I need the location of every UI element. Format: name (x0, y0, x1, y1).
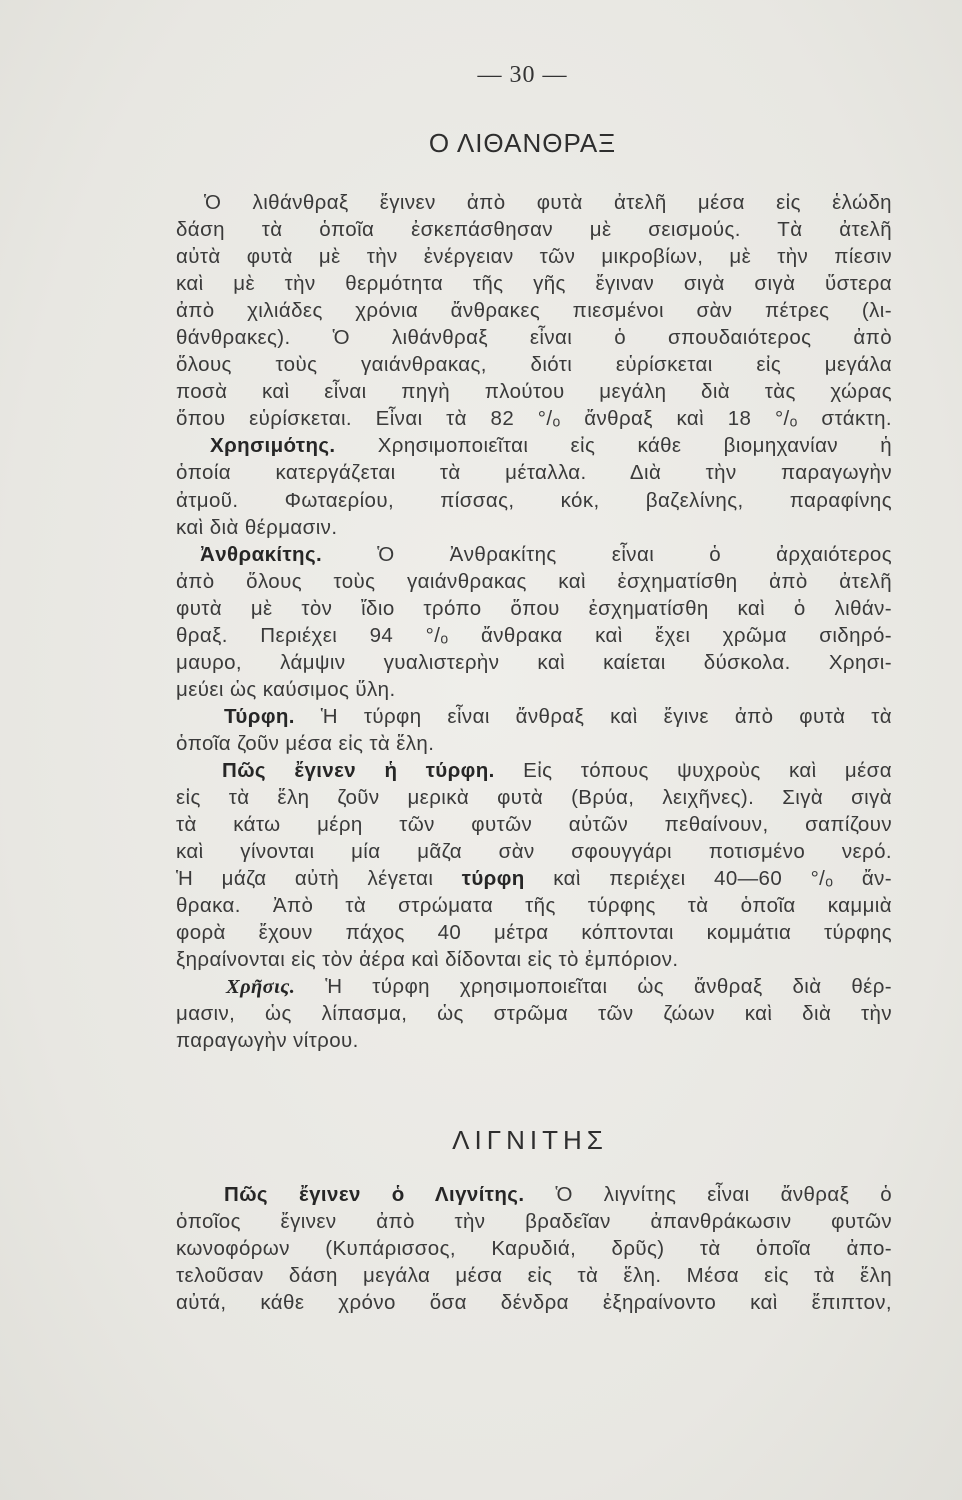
paragraph-line: ἀπὸ ὅλους τοὺς γαιάνθρακας καὶ ἐσχηματίσθη ἀπὸ ἀτελῆ (176, 569, 892, 593)
paragraph-line-peat (176, 703, 892, 730)
lignite-text: Ὁ λιγνίτης εἶναι ἄνθραξ ὁ (555, 1183, 892, 1206)
paragraph-line: μεύει ὡς καύσιμος ὕλη. (176, 677, 396, 701)
paragraph-line-peat-formation (176, 757, 892, 784)
peat-formation-label: Πῶς ἔγινεν ἡ τύρφη. (222, 758, 495, 782)
paragraph-line: ὁποῖα ζοῦν μέσα εἰς τὰ ἕλη. (176, 731, 435, 755)
paragraph-line: φυτὰ μὲ τὸν ἴδιο τρόπο ὅπου ἐσχηματίσθη καὶ ὁ λιθάν- (176, 596, 892, 620)
paragraph-line-anthracite (176, 541, 892, 568)
paragraph-line: μασιν, ὡς λίπασμα, ὡς στρῶμα τῶν ζώων καὶ διὰ τὴν (176, 1002, 892, 1026)
usage-label: Χρησιμότης. (210, 434, 336, 458)
text-block-lithanthrax (176, 189, 892, 1055)
paragraph-line: καὶ μὲ τὴν θερμότητα τῆς γῆς ἔγιναν σιγὰ σιγὰ ὕστερα (176, 272, 892, 296)
text-block-lignite (176, 1181, 892, 1316)
section-title-lithanthrax: Ο ΛΙΘΑΝΘΡΑΞ (428, 128, 617, 158)
paragraph-line (176, 865, 892, 892)
paragraph-line: δάση τὰ ὁποῖα ἐσκεπάσθησαν μὲ σεισμούς. Τὰ ἀτελῆ (176, 218, 892, 242)
paragraph-line: ἀτμοῦ. Φωταερίου, πίσσας, κόκ, βαζελίνης, παραφίνης (176, 488, 892, 512)
paragraph-line: αὐτά, κάθε χρόνο ὅσα δένδρα ἐξηραίνοντο καὶ ἔπιπτον, (176, 1291, 892, 1315)
peat-text: Ἡ τύρφη εἶναι ἄνθραξ καὶ ἔγινε ἀπὸ φυτὰ τὰ (320, 704, 892, 728)
paragraph-line: Ὁ λιθάνθραξ ἔγινεν ἀπὸ φυτὰ ἀτελῆ μέσα εἰς ἑλώδη (204, 191, 892, 214)
paragraph-line: φορὰ ἔχουν πάχος 40 μέτρα κόπτονται κομμάτια τύρφης (176, 921, 892, 945)
paragraph-line: κωνοφόρων (Κυπάρισσος, Καρυδιά, δρῦς) τὰ ὁποῖα ἀπο- (176, 1237, 892, 1261)
paragraph-line: ὅλους τοὺς γαιάνθρακας, διότι εὑρίσκεται εἰς μεγάλα (176, 353, 892, 377)
paragraph-line: ξηραίνονται εἰς τὸν ἀέρα καὶ δίδονται εἰς τὸ ἐμπόριον. (176, 948, 679, 972)
uses-text: Ἡ τύρφη χρησιμοποιεῖται ὡς ἄνθραξ διὰ θέρ- (325, 975, 892, 999)
usage-text: Χρησιμοποιεῖται εἰς κάθε βιομηχανίαν ἡ (377, 434, 892, 458)
paragraph-line: τὰ κάτω μέρη τῶν φυτῶν αὐτῶν πεθαίνουν, σαπίζουν (176, 813, 892, 837)
paragraph-line: θρακα. Ἀπὸ τὰ στρώματα τῆς τύρφης τὰ ὁποῖα καμμιὰ (176, 894, 892, 918)
paragraph-line-usage (176, 432, 892, 459)
paragraph-line: ὅπου εὑρίσκεται. Εἶναι τὰ 82 °/ₒ ἄνθραξ καὶ 18 °/ₒ στάκτη. (176, 407, 892, 431)
paragraph-line: τελοῦσαν δάση μεγάλα μέσα εἰς τὰ ἕλη. Μέσα εἰς τὰ ἕλη (176, 1264, 892, 1288)
paragraph-line: παραγωγὴν νίτρου. (176, 1029, 359, 1053)
peat-formation-text: Εἰς τόπους ψυχροὺς καὶ μέσα (523, 758, 892, 782)
paragraph-line-lignite (176, 1181, 892, 1208)
anthracite-text: Ὁ Ἀνθρακίτης εἶναι ὁ ἀρχαιότερος (377, 542, 892, 566)
peat-label: Τύρφη. (224, 704, 295, 728)
paragraph-line: θραξ. Περιέχει 94 °/ₒ ἄνθρακα καὶ ἔχει χρῶμα σιδηρό- (176, 623, 892, 647)
paragraph-line: θάνθρακες). Ὁ λιθάνθραξ εἶναι ὁ σπουδαιότερος ἀπὸ (176, 326, 892, 350)
paragraph-line: καὶ διὰ θέρμασιν. (176, 515, 338, 539)
paragraph-line: αὐτὰ φυτὰ μὲ τὴν ἐνέργειαν τῶν μικροβίων, μὲ τὴν πίεσιν (176, 245, 892, 269)
anthracite-label: Ἀνθρακίτης. (200, 542, 323, 566)
peat-formation-text: καὶ περιέχει 40—60 °/ₒ ἄν- (553, 867, 892, 891)
peat-term: τύρφη (461, 867, 525, 891)
paragraph-line: καὶ γίνονται μία μᾶζα σὰν σφουγγάρι ποτισμένο νερό. (176, 840, 892, 864)
lignite-label: Πῶς ἔγινεν ὁ Λιγνίτης. (224, 1183, 525, 1206)
paragraph-line-uses (176, 973, 892, 1000)
paragraph-line: ἀπὸ χιλιάδες χρόνια ἄνθρακες πιεσμένοι σὰν πέτρες (λι- (176, 299, 892, 323)
section-title-lignite: ΛΙΓΝΙΤΗΣ (452, 1125, 608, 1155)
paragraph-line: ποσὰ καὶ εἶναι πηγὴ πλούτου μεγάλη διὰ τὰς χώρας (176, 380, 892, 404)
paragraph-line: ὁποία κατεργάζεται τὰ μέταλλα. Διὰ τὴν παραγωγὴν (176, 461, 892, 485)
paragraph-line: ὁποῖος ἔγινεν ἀπὸ τὴν βραδεῖαν ἀπανθράκωσιν φυτῶν (176, 1210, 892, 1234)
paragraph-line: μαυρο, λάμψιν γυαλιστερὴν καὶ καίεται δύσκολα. Χρησι- (176, 650, 892, 674)
paragraph-line: εἰς τὰ ἕλη ζοῦν μερικὰ φυτὰ (Βρύα, λειχῆνες). Σιγὰ σιγὰ (176, 786, 892, 810)
uses-label: Χρῆσις. (226, 976, 296, 999)
peat-formation-text: Ἡ μάζα αὐτὴ λέγεται (176, 867, 434, 891)
page-number: — 30 — (477, 62, 568, 88)
